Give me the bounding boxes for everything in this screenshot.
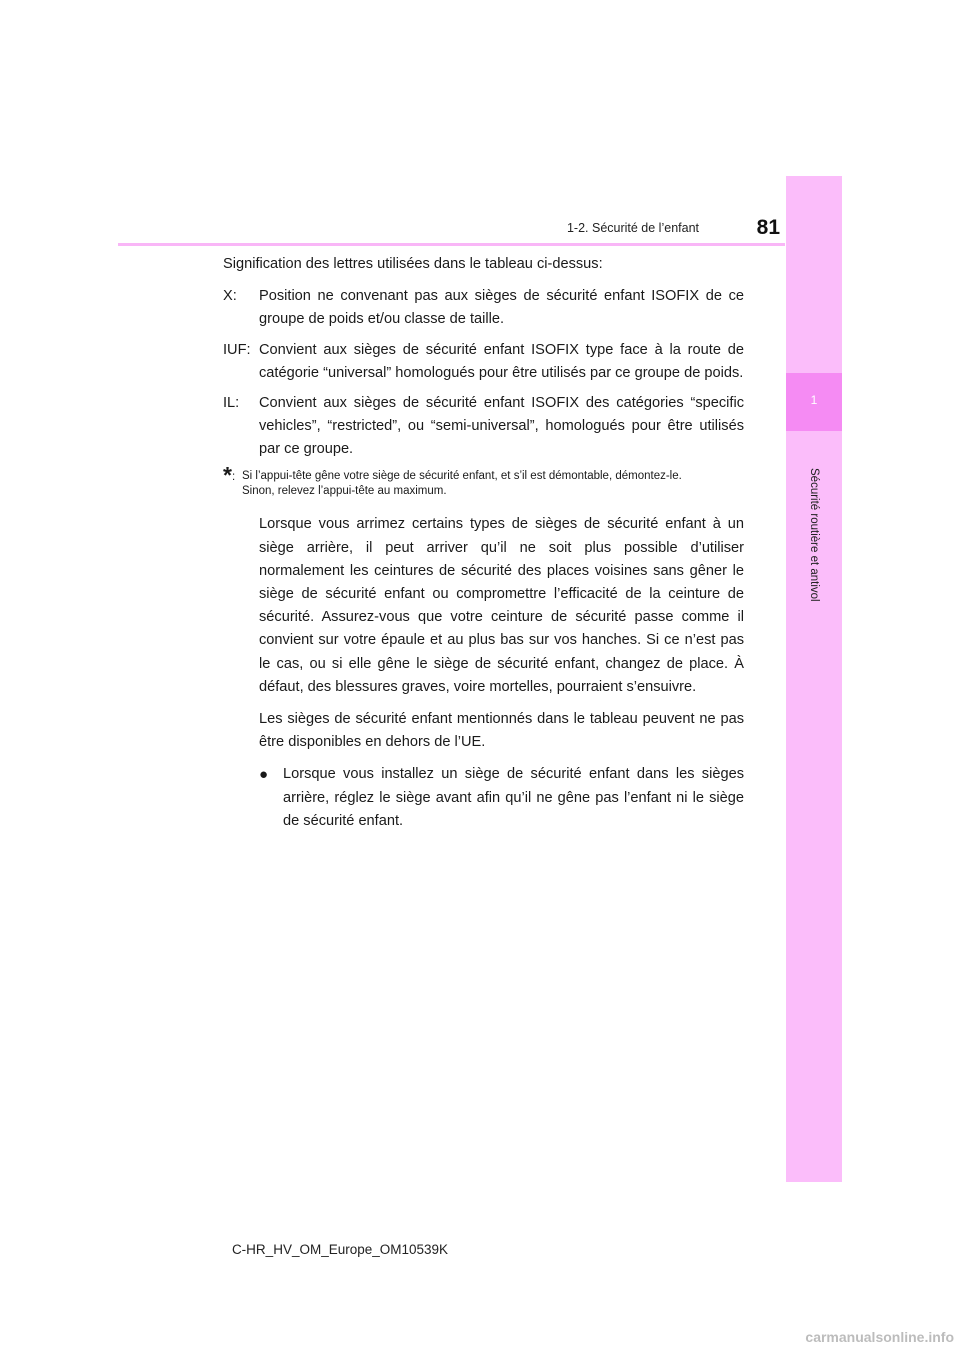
warning-paragraph: Lorsque vous arrimez certains types de sièges de sécurité enfant à un siège arrière, il peut arriver qu’il ne soit plus possible d’utiliser normalement les ceintures de sécurité des places voisines sans gêner le siège de sécurité enfant ou compromettre l’efficacité de la ceinture de sécurité. Assurez-vous que votre ceinture de sécurité passe comme il convient sur votre épaule et au plus bas sur vos hanches. Si ce n’est pas le cas, ou si elle gêne le siège de sécurité enfant, changez de place. À défaut, des blessures graves, voire mortelles, pourraient s’ensuivre. [259,516,744,695]
definition-text: Position ne convenant pas aux sièges de sécurité enfant ISOFIX de ce groupe de poids et/ou classe de taille. [259,288,744,328]
intro-text: Signification des lettres utilisées dans le tableau ci-dessus: [223,256,603,272]
chapter-title: Sécurité routière et antivol [808,468,820,602]
footnote-body [242,469,744,500]
definition-text: Convient aux sièges de sécurité enfant ISOFIX type face à la route de catégorie “universal” homologués pour être utilisés par ce groupe de poids. [259,341,744,381]
bullet-icon: ● [259,766,269,784]
page-content [223,253,744,833]
bullet-text: Lorsque vous installez un siège de sécurité enfant dans les sièges arrière, réglez le siège avant afin qu’il ne gêne pas l’enfant ni le siège de sécurité enfant. [283,766,744,829]
definition-term: IUF: [223,341,251,358]
definition-term: IL: [223,395,240,412]
definition-x [223,285,744,331]
definition-il [223,392,744,462]
chapter-number: 1 [810,393,818,407]
page-number: 81 [756,216,780,239]
chapter-side-tab [786,176,842,1182]
body-section [223,513,744,833]
footnote-mark: *: [223,461,236,488]
footnote-line: Sinon, relevez l’appui-tête au maximum. [242,485,447,498]
section-title: 1-2. Sécurité de l’enfant [566,221,699,235]
document-code: C-HR_HV_OM_Europe_OM10539K [231,1242,449,1257]
definition-term: X: [223,288,237,305]
watermark: carmanualsonline.info [805,1329,954,1345]
bullet-item [259,763,744,833]
footnote [223,461,744,500]
header-divider [118,243,785,246]
asterisk-icon: * [223,461,232,488]
footnote-line: Si l’appui-tête gêne votre siège de sécurité enfant, et s’il est démontable, démontez-le. [242,469,682,482]
definition-text: Convient aux sièges de sécurité enfant ISOFIX des catégories “specific vehicles”, “restricted”, ou “semi-universal”, homologués pour être utilisés par ce groupe. [259,395,744,458]
availability-paragraph: Les sièges de sécurité enfant mentionnés dans le tableau peuvent ne pas être disponibles en dehors de l’UE. [259,711,744,751]
definition-iuf [223,339,744,385]
